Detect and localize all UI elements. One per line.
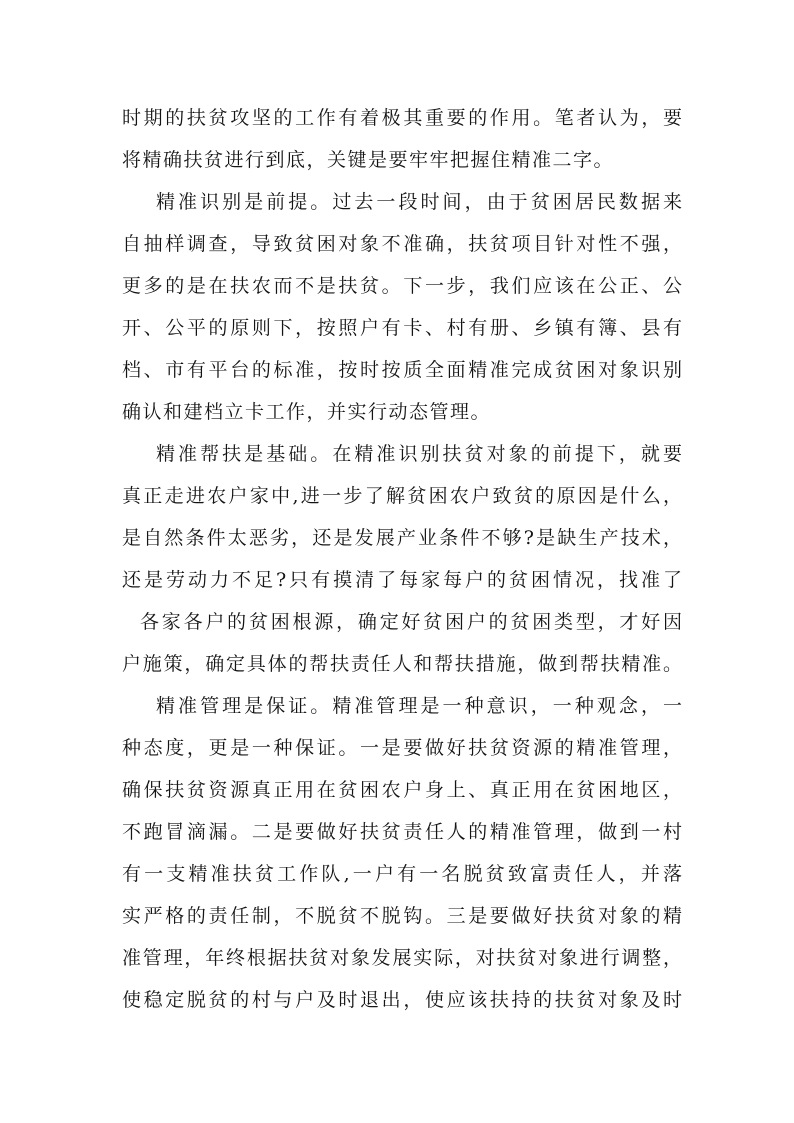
text-line: 更多的是在扶农而不是扶贫。下一步，我们应该在公正、公 [122, 275, 682, 297]
text-line: 准管理，年终根据扶贫对象发展实际，对扶贫对象进行调整， [122, 947, 682, 969]
text-line: 确保扶贫资源真正用在贫困农户身上、真正用在贫困地区， [122, 779, 682, 801]
text-line: 确认和建档立卡工作，并实行动态管理。 [122, 401, 492, 423]
paragraph-first-line: 精准识别是前提。过去一段时间，由于贫困居民数据来 [156, 191, 682, 213]
text-line: 时期的扶贫攻坚的工作有着极其重要的作用。笔者认为，要 [122, 107, 682, 129]
text-line: 是自然条件太恶劣，还是发展产业条件不够?是缺生产技术， [122, 527, 682, 549]
text-line: 将精确扶贫进行到底，关键是要牢牢把握住精准二字。 [122, 149, 615, 171]
text-line: 有一支精准扶贫工作队,一户有一名脱贫致富责任人，并落 [122, 863, 682, 885]
text-line: 真正走进农户家中,进一步了解贫困农户致贫的原因是什么， [122, 485, 682, 507]
text-line: 开、公平的原则下，按照户有卡、村有册、乡镇有簿、县有 [122, 317, 682, 339]
text-line: 使稳定脱贫的村与户及时退出，使应该扶持的扶贫对象及时 [122, 989, 682, 1011]
text-line: 户施策，确定具体的帮扶责任人和帮扶措施，做到帮扶精准。 [122, 653, 682, 675]
text-line: 种态度，更是一种保证。一是要做好扶贫资源的精准管理， [122, 737, 682, 759]
text-line: 档、市有平台的标准，按时按质全面精准完成贫困对象识别 [122, 359, 682, 381]
paragraph-first-line: 精准帮扶是基础。在精准识别扶贫对象的前提下，就要 [156, 443, 682, 465]
text-line: 实严格的责任制，不脱贫不脱钩。三是要做好扶贫对象的精 [122, 905, 682, 927]
text-line: 自抽样调查，导致贫困对象不准确，扶贫项目针对性不强， [122, 233, 682, 255]
text-line: 还是劳动力不足?只有摸清了每家每户的贫困情况，找准了 [122, 569, 682, 591]
text-line: 不跑冒滴漏。二是要做好扶贫责任人的精准管理，做到一村 [122, 821, 682, 843]
paragraph-first-line: 精准管理是保证。精准管理是一种意识，一种观念，一 [156, 695, 682, 717]
text-line: 各家各户的贫困根源，确定好贫困户的贫困类型，才好因 [140, 611, 682, 633]
